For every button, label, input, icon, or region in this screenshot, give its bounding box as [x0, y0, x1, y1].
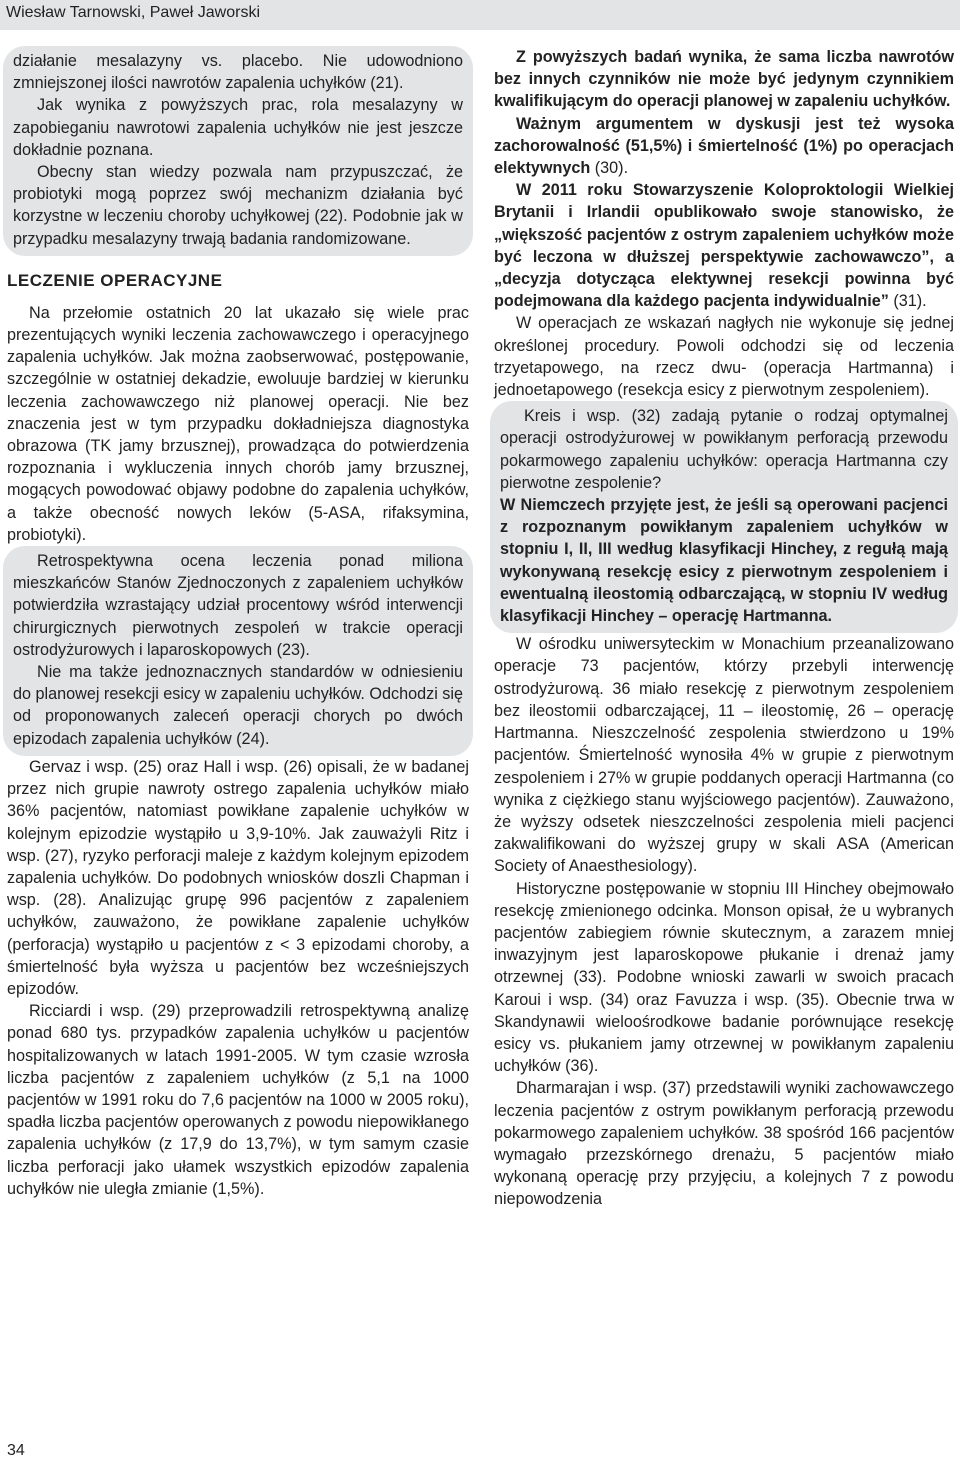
- section-heading: LECZENIE OPERACYJNE: [7, 270, 223, 290]
- bold-text: Ważnym argumentem w dyskusji jest też wysoka zachorowalność (51,5%) i śmiertelność (1%) po operacjach elektywnych: [494, 114, 954, 178]
- paragraph: działanie mesalazyny vs. placebo. Nie udowodniono zmniejszonej ilości nawrotów zapalenia uchyłków (21).: [13, 52, 463, 93]
- paragraph: Retrospektywna ocena leczenia ponad miliona mieszkańców Stanów Zjednoczonych z zapaleniem uchyłków potwierdziła wzrastający udział procentowy wśród interwencji chirurgicznych pierwotnych zespoleń w trakcie operacji ostrodyżurowych i laparoskopowych (23).: [13, 552, 463, 659]
- paragraph: Nie ma także jednoznacznych standardów w odniesieniu do planowej resekcji esicy w zapaleniu uchyłków. Odchodzi się od proponowanych zaleceń operacji chorych po dwóch epizodach zapalenia uchyłków (24).: [13, 663, 463, 748]
- citation: (30).: [590, 159, 629, 178]
- paragraph: W ośrodku uniwersyteckim w Monachium przeanalizowano operacje 73 pacjentów, którzy przebyli interwencję ostrodyżurową. 36 miało resekcję z pierwotnym zespoleniem bez ileostomii odbarczającej, 11 – ileostomię, 26 – operację Hartmanna. Nieszczelność zespolenia stwierdzono u 19% pacjentów. Śmiertelność wynosiła 4% w grupie z pierwotnym zespoleniem i 27% w grupie poddanych operacji Hartmanna (co wynika z ciężkiego stanu wyjściowego pacjentów). Zauważono, że wyższy odsetek nieszczelności zespolenia mieli pacjenci zakwalifikowani do wyższej grupy w skali ASA (American Society of Anaesthesiology).: [494, 635, 954, 876]
- paragraph: W operacjach ze wskazań nagłych nie wykonuje się jednej określonej procedury. Powoli odchodzi się od leczenia trzyetapowego, na rzecz dwu- (operacja Hartmanna) i jednoetapowego (resekcja esicy z pierwotnym zespoleniem).: [494, 314, 954, 400]
- running-header: [0, 0, 960, 30]
- paragraph: Kreis i wsp. (32) zadają pytanie o rodzaj optymalnej operacji ostrodyżurowej w powikłanym perforacją przewodu pokarmowego zapaleniu uchyłków: operacja Hartmanna czy pierwotne zespolenie?: [500, 407, 948, 492]
- bold-paragraph: Z powyższych badań wynika, że sama liczba nawrotów bez innych czynników nie może być jedynym czynnikiem kwalifikującym do operacji planowej w zapaleniu uchyłków.: [494, 48, 954, 111]
- paragraph: Obecny stan wiedzy pozwala nam przypuszczać, że probiotyki mogą poprzez swój mechanizm działania być korzystne w leczeniu choroby uchyłkowej (22). Podobnie jak w przypadku mesalazyny trwają badania randomizowane.: [13, 163, 463, 248]
- paragraph-mixed: [494, 179, 954, 312]
- paragraph: Gervaz i wsp. (25) oraz Hall i wsp. (26) opisali, że w badanej przez nich grupie nawroty ostrego zapalenia uchyłków miało 36% pacjentów, natomiast powikłane zapalenie uchyłków w kolejnym epizodzie wystąpiło u 3,9-10%. Jak zauważyli Ritz i wsp. (27), ryzyko perforacji maleje z każdym kolejnym epizodem zapalenia uchyłków. Do podobnych wniosków doszli Chapman i wsp. (28). Analizując grupę 996 pacjentów z zapaleniem uchyłków, zauważono, że powikłane zapalenie uchyłków (perforacja) wystąpiło u pacjentów z < 3 epizodami choroby, a śmiertelność była wyższa u pacjentów bez wcześniejszych epizodów.: [7, 757, 469, 998]
- bold-paragraph: W Niemczech przyjęte jest, że jeśli są operowani pacjenci z rozpoznanym powikłanym zapaleniem uchyłków w stopniu I, II, III według klasyfikacji Hinchey, z regułą mają wykonywaną resekcję esicy z pierwotnym zespoleniem i ewentualną ileostomią odbarczającą, w stopniu IV według klasyfikacji Hinchey – operację Hartmanna.: [500, 496, 948, 626]
- highlight-box-mesalazine: [3, 46, 473, 256]
- right-column: [494, 46, 954, 1211]
- citation: (31).: [888, 292, 927, 311]
- paragraph: Jak wynika z powyższych prac, rola mesalazyny w zapobieganiu nawrotowi zapalenia uchyłków nie jest jeszcze dokładnie poznana.: [13, 96, 463, 159]
- highlight-box-kreis: [490, 401, 958, 633]
- paragraph: Na przełomie ostatnich 20 lat ukazało się wiele prac prezentujących wyniki leczenia zachowawczego i operacyjnego zapalenia uchyłków. Jak można zaobserwować, postępowanie, szczególnie w ostatniej dekadzie, ewoluuje bardziej w kierunku leczenia zachowawczego niż planowej operacji. Nie bez znaczenia jest w tym przypadku dokładniejsza diagnostyka obrazowa (TK jamy brzusznej), prowadząca do potwierdzenia rozpoznania i wykluczenia innych chorób jamy brzusznej, mogących powodować objawy podobne do zapalenia uchyłków, a także obecność nowych leków (5-ASA, rifaksymina, probiotyki).: [7, 303, 469, 544]
- bold-text: W 2011 roku Stowarzyszenie Koloproktologii Wielkiej Brytanii i Irlandii opublikowało swoje stanowisko, że „większość pacjentów z ostrym zapaleniem uchyłków może być leczona w dłuższej perspektywie zachowawczo”, a „decyzja dotycząca elektywnej resekcji powinna być podejmowana dla każdego pacjenta indywidualnie”: [494, 181, 954, 311]
- header-authors: Wiesław Tarnowski, Paweł Jaworski: [6, 4, 260, 21]
- page-number: 34: [7, 1442, 25, 1459]
- paragraph-mixed: [494, 113, 954, 180]
- left-column: [7, 46, 469, 1200]
- paragraph: Ricciardi i wsp. (29) przeprowadzili retrospektywną analizę ponad 680 tys. przypadków zapalenia uchyłków u pacjentów hospitalizowanych w latach 1991-2005. W tym czasie wzrosła liczba pacjentów z zapaleniem uchyłków (z 5,1 na 1000 pacjentów w 1991 roku do 7,6 pacjentów na 1000 w 2005 roku), spadła liczba pacjentów operowanych z powodu niepowikłanego zapalenia uchyłków (z 17,9 do 13,7%), w tym samym czasie liczba perforacji jako ułamek wszystkich epizodów zapalenia uchyłków nie uległa zmianie (1,5%).: [7, 1002, 469, 1198]
- paragraph: Historyczne postępowanie w stopniu III Hinchey obejmowało resekcję zmienionego odcinka. Monson opisał, że u wybranych pacjentów zabiegiem równie skutecznym, a zarazem mniej inwazyjnym jest laparoskopowe płukanie i drenaż jamy otrzewnej (33). Podobne wnioski zawarli w swoich pracach Karoui i wsp. (34) oraz Favuzza i wsp. (35). Obecnie trwa w Skandynawii wieloośrodkowe badanie porównujące resekcję esicy vs. płukaniem jamy otrzewnej w powikłanym zapaleniu uchyłków (36).: [494, 879, 954, 1076]
- paragraph: Dharmarajan i wsp. (37) przedstawili wyniki zachowawczego leczenia pacjentów z ostrym powikłanym perforacją przewodu pokarmowego zapaleniem uchyłków. 38 spośród 166 pacjentów wymagało przezskórnego drenażu, 5 pacjentów miało wykonaną operację przy przyjęciu, a kolejnych 7 z powodu niepowodzenia: [494, 1079, 954, 1209]
- highlight-box-retrospective: [3, 546, 473, 756]
